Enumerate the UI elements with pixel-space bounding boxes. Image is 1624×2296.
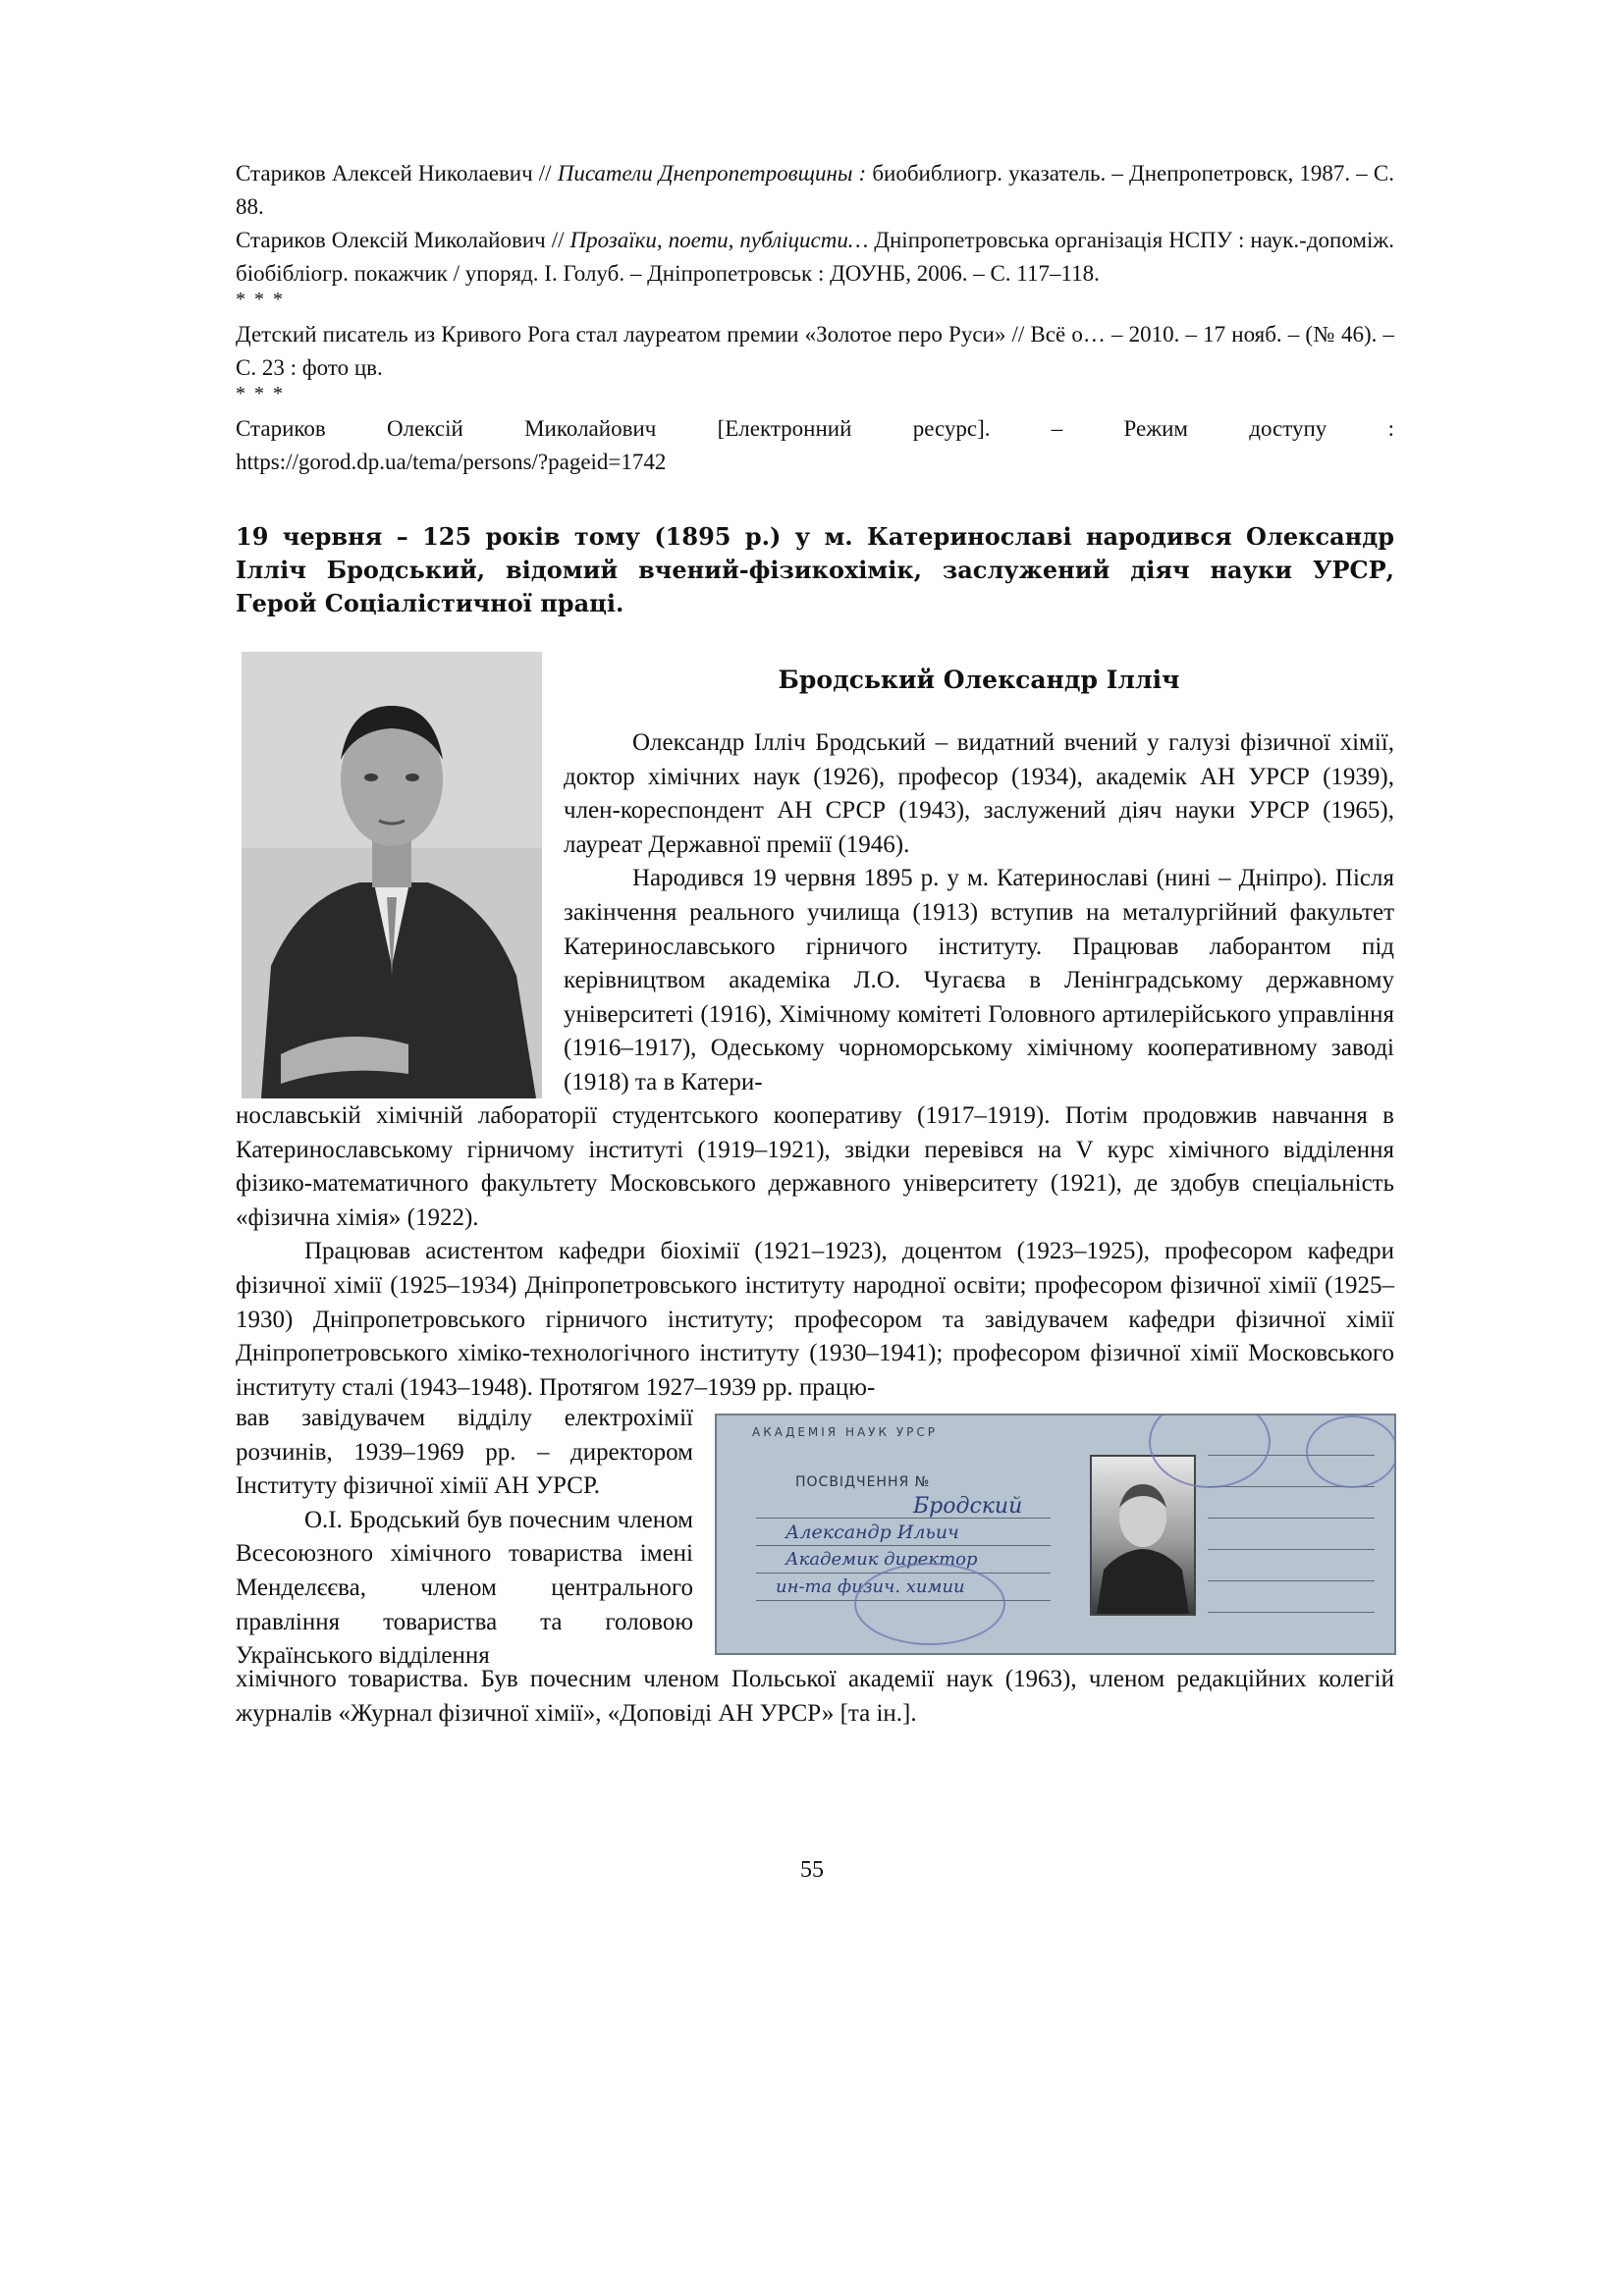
article-reference: Детский писатель из Кривого Рога стал лауреатом премии «Золотое перо Руси» // Всё о… – 2010. – 17 нояб. – (№ 46). – С. 23 : фото цв. (236, 322, 1394, 380)
portrait-illustration (242, 652, 542, 1098)
card-stamp (1306, 1415, 1396, 1488)
online-reference-line: Стариков Олексій Миколайович [Електронний ресурс]. – Режим доступу : (236, 416, 1394, 441)
card-line (1208, 1549, 1375, 1550)
bibliography-entry: Стариков Алексей Николаевич // Писатели Днепропетровщины : биобиблиогр. указатель. – Днепропетровск, 1987. – С. 88. (236, 161, 1394, 219)
card-handwriting: Бродский (913, 1494, 1023, 1519)
bio-text-full-width (236, 1099, 1394, 1405)
card-line (1208, 1580, 1375, 1581)
bibliography-block (236, 157, 1394, 479)
academy-id-card (715, 1414, 1396, 1655)
card-stamp (854, 1563, 1005, 1645)
portrait-photo (242, 652, 542, 1098)
bio-text-final (236, 1663, 1394, 1731)
bio-paragraph: Олександр Ілліч Бродський – видатний вчений у галузі фізичної хімії, доктор хімічних наук (1926), професор (1934), академік АН УРСР (1939), член-кореспондент АН СРСР (1943), заслужений діяч науки УРСР (1965), лауреат Державної премії (1946). (564, 729, 1394, 858)
section-separator: * * * (236, 383, 285, 404)
bio-paragraph-continuation: нославській хімічній лабораторії студентського кооперативу (1917–1919). Потім продовжив навчання в Катеринославському гірничому інституті (1919–1921), звідки перевівся на V курс хімічного відділення фізико-математичного факультету Московського державного університету (1921), де здобув спеціальність «фізична хімія» (1922). (236, 1102, 1394, 1231)
card-handwriting: Александр Ильич (785, 1522, 959, 1543)
bibliography-entry: Стариков Олексій Миколайович // Прозаїки, поети, публіцисти… Дніпропетровська організація НСПУ : наук.-допоміж. біобібліогр. покажчик / упоряд. І. Голуб. – Дніпропетровськ : ДОУНБ, 2006. – С. 117–118. (236, 228, 1394, 286)
card-handwriting: Академик директор (785, 1549, 978, 1570)
bio-text-left-column (236, 1402, 693, 1674)
card-line (1208, 1518, 1375, 1519)
bio-subtitle: Бродський Олександр Ілліч (778, 666, 1180, 694)
bio-paragraph: Народився 19 червня 1895 р. у м. Катеринославі (нині – Дніпро). Після закінчення реального училища (1913) вступив на металургійний факультет Катеринославського гірничого інституту. Працював лаборантом під керівництвом академіка Л.О. Чугаєва в Ленінградському державному університеті (1916), Хімічному комітеті Головного артилерійського управління (1916–1917), Одеському чорноморському хімічному кооперативному заводі (1918) та в Катери- (564, 865, 1394, 1095)
bio-text-right-column (564, 726, 1394, 1100)
card-line (1208, 1612, 1375, 1613)
card-header: АКАДЕМІЯ НАУК УРСР (752, 1425, 938, 1439)
bio-paragraph-continuation: хімічного товариства. Був почесним членом Польської академії наук (1963), членом редакційних колегій журналів «Журнал фізичної хімії», «Доповіді АН УРСР» [та ін.]. (236, 1666, 1394, 1727)
bio-paragraph: О.І. Бродський був почесним членом Всесоюзного хімічного товариства імені Менделєєва, членом центрального правління товариства та головою Українського відділення (236, 1506, 693, 1670)
bio-paragraph: Працював асистентом кафедри біохімії (1921–1923), доцентом (1923–1925), професором кафедри фізичної хімії (1925–1934) Дніпропетровського інституту народної освіти; професором фізичної хімії (1925–1930) Дніпропетровського гірничого інституту; професором та завідувачем кафедри фізичної хімії Дніпропетровського хіміко-технологічного інституту (1930–1941); професором фізичної хімії Московського інституту сталі (1943–1948). Протягом 1927–1939 рр. працю- (236, 1238, 1394, 1401)
section-separator: * * * (236, 289, 285, 310)
card-line (756, 1545, 1051, 1546)
card-title: ПОСВІДЧЕННЯ № (795, 1474, 931, 1490)
page-number: 55 (800, 1857, 824, 1883)
online-reference-url: https://gorod.dp.ua/tema/persons/?pageid=1742 (236, 450, 667, 474)
bio-paragraph-continuation: вав завідувачем відділу електрохімії розчинів, 1939–1969 рр. – директором Інституту фізичної хімії АН УРСР. (236, 1405, 693, 1500)
anniversary-headline: 19 червня – 125 років тому (1895 р.) у м. Катеринославі народився Олександр Ілліч Бродський, відомий вчений-фізикохімік, заслужений діяч науки УРСР, Герой Соціалістичної праці. (236, 522, 1394, 617)
card-handwriting: ин-та физич. химии (776, 1576, 965, 1597)
